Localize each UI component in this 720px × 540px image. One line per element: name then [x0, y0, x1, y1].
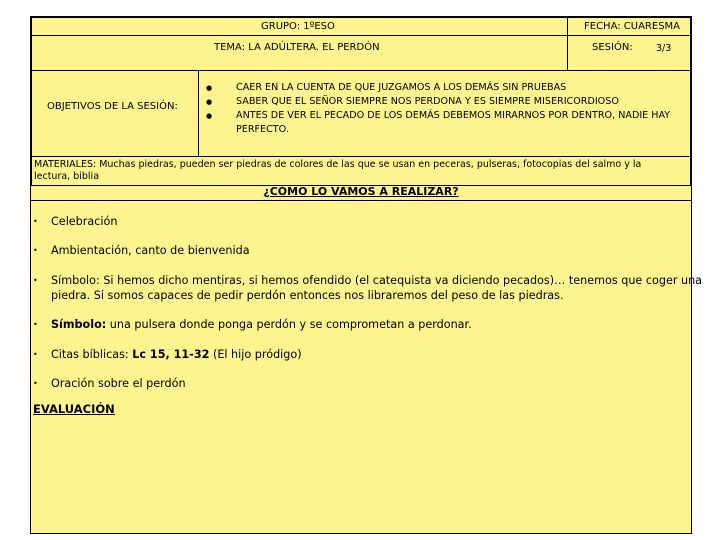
objetivos-list-cell [198, 70, 691, 157]
bullet: • [33, 276, 38, 285]
bullet: • [33, 350, 38, 359]
bullet: • [33, 320, 38, 329]
materiales-line2: lectura, biblia [34, 171, 100, 182]
step-text: (El hijo pródigo) [209, 348, 302, 361]
sesion-value: 3/3 [656, 43, 672, 54]
objetivo-item: ● ANTES DE VER EL PECADO DE LOS DEMÁS DEBEMOS MIRARNOS POR DENTRO, NADIE HAY [206, 109, 670, 123]
objetivo-item-continuation: PERFECTO. [236, 124, 289, 135]
fecha-text: FECHA: CUARESMA [584, 21, 681, 32]
bullet: • [33, 379, 38, 388]
step-text: una pulsera donde ponga perdón y se comprometan a perdonar. [106, 318, 472, 331]
step-bold: Símbolo: [51, 318, 107, 331]
step-text-line1: Símbolo: Si hemos dicho mentiras, si hemos ofendido (el catequista va diciendo pecados)… tenemos que coger una [51, 274, 703, 287]
materiales-cell [31, 156, 691, 186]
tema-cell [31, 35, 568, 71]
bullet: • [33, 217, 38, 226]
grupo-cell [31, 17, 568, 36]
objetivo-item: ● CAER EN LA CUENTA DE QUE JUZGAMOS A LOS DEMÁS SIN PRUEBAS [206, 81, 670, 95]
step-text: Celebración [51, 215, 118, 228]
howto-title: ¿CÓMO LO VAMOS A REALIZAR? [263, 185, 459, 198]
step-text: Citas bíblicas: [51, 348, 133, 361]
objetivos-label-cell [31, 70, 199, 157]
objetivo-item: ● SABER QUE EL SEÑOR SIEMPRE NOS PERDONA Y ES SIEMPRE MISERICORDIOSO [206, 95, 670, 109]
fecha-cell [567, 17, 691, 36]
materiales-line1: MATERIALES: Muchas piedras, pueden ser piedras de colores de las que se usan en peceras, pulseras, fotocopias del salmo y la [34, 159, 642, 170]
bullet: • [33, 246, 38, 255]
step-bold: Lc 15, 11-32 [132, 348, 210, 361]
sesion-cell [567, 35, 691, 71]
grupo-text: GRUPO: 1ºESO [261, 21, 335, 32]
session-sheet [30, 16, 703, 534]
step-text: Oración sobre el perdón [51, 377, 186, 390]
objetivos-list [206, 81, 670, 123]
sesion-label: SESIÓN: [592, 42, 633, 53]
step-text-line2: piedra. Si somos capaces de pedir perdón entonces nos libraremos del peso de las piedras. [51, 289, 564, 302]
step-text: Ambientación, canto de bienvenida [51, 244, 250, 257]
evaluacion-heading: EVALUACIÓN [33, 402, 115, 416]
howto-divider [31, 200, 691, 201]
tema-text: TEMA: LA ADÚLTERA. EL PERDÓN [214, 42, 380, 53]
objetivos-label: OBJETIVOS DE LA SESIÓN: [47, 101, 178, 112]
